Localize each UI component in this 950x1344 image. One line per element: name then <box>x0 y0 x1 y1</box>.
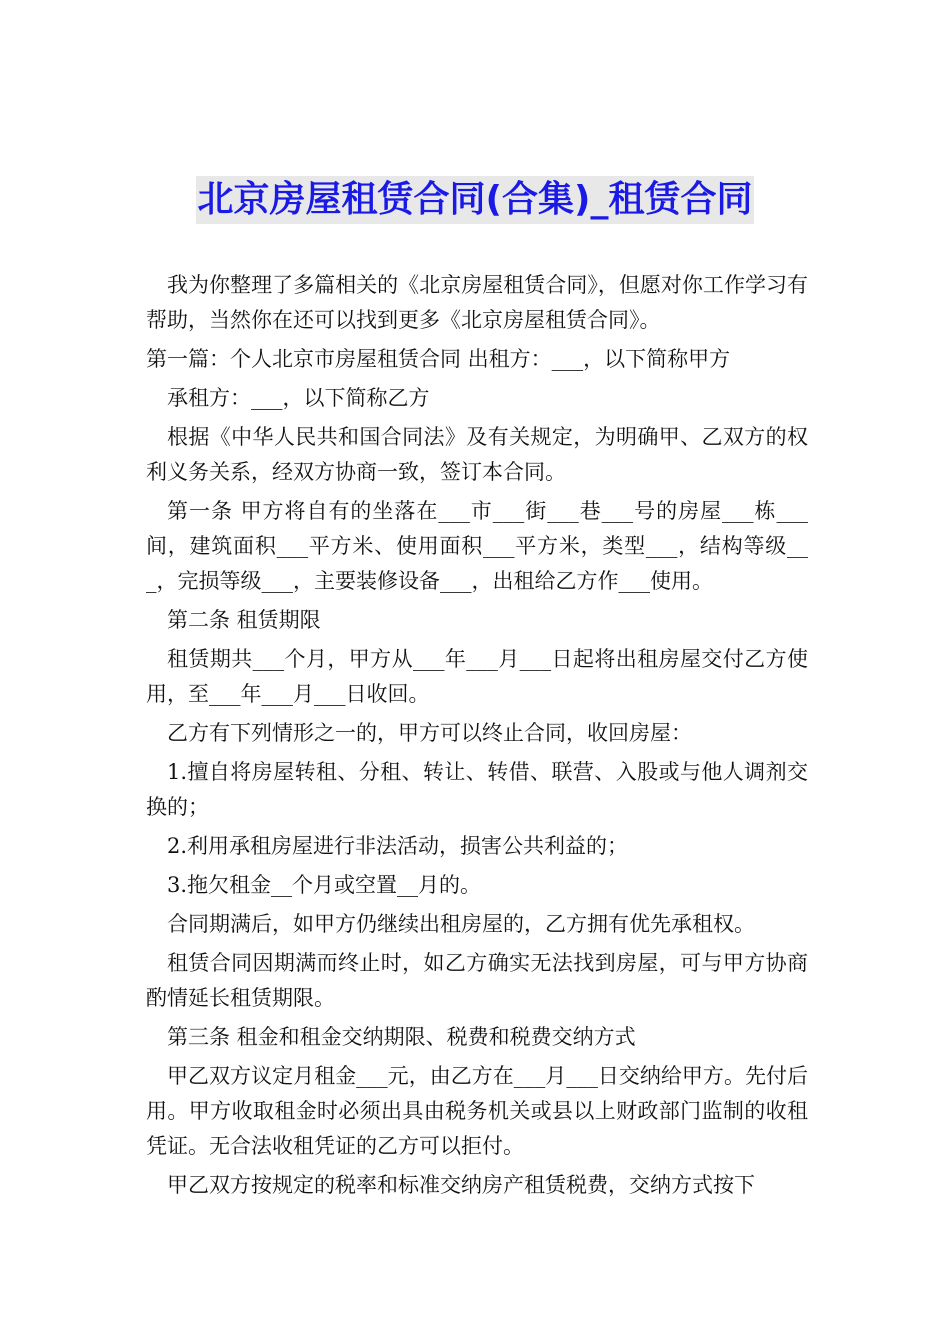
title-container <box>0 176 950 224</box>
paragraph-termination-item-2: 2.利用承租房屋进行非法活动，损害公共利益的； <box>167 834 629 858</box>
document-title: 北京房屋租赁合同(合集)_租赁合同 <box>196 176 755 224</box>
paragraph-tax: 甲乙双方按规定的税率和标准交纳房产租赁税费，交纳方式按下 <box>167 1173 755 1197</box>
paragraph-article-1: 第一条 甲方将自有的坐落在___市___街___巷___号的房屋___栋___间，建筑面积___平方米、使用面积___平方米，类型___，结构等级___，完损等级___，主要装修设备___，出租给乙方作___使用。 <box>146 499 808 593</box>
paragraph-intro: 我为你整理了多篇相关的《北京房屋租赁合同》，但愿对你工作学习有帮助，当然你在还可以找到更多《北京房屋租赁合同》。 <box>146 273 808 332</box>
paragraph-termination-item-3: 3.拖欠租金__个月或空置__月的。 <box>167 873 482 897</box>
document-body <box>146 268 808 1207</box>
paragraph-rent: 甲乙双方议定月租金___元，由乙方在___月___日交纳给甲方。先付后用。甲方收取租金时必须出具由税务机关或县以上财政部门监制的收租凭证。无合法收租凭证的乙方可以拒付。 <box>146 1064 808 1158</box>
paragraph-termination-intro: 乙方有下列情形之一的，甲方可以终止合同，收回房屋： <box>167 721 692 745</box>
paragraph-termination-item-1: 1.擅自将房屋转租、分租、转让、转借、联营、入股或与他人调剂交换的； <box>146 760 808 819</box>
paragraph-chapter-one: 第一篇：个人北京市房屋租赁合同 出租方：___，以下简称甲方 <box>146 347 731 371</box>
paragraph-article-2-heading: 第二条 租赁期限 <box>167 608 321 632</box>
paragraph-lease-term: 租赁期共___个月，甲方从___年___月___日起将出租房屋交付乙方使用，至___年___月___日收回。 <box>146 647 808 706</box>
paragraph-basis: 根据《中华人民共和国合同法》及有关规定，为明确甲、乙双方的权利义务关系，经双方协商一致，签订本合同。 <box>146 425 808 484</box>
paragraph-article-3-heading: 第三条 租金和租金交纳期限、税费和税费交纳方式 <box>167 1025 636 1049</box>
paragraph-lessee: 承租方：___，以下简称乙方 <box>167 386 430 410</box>
paragraph-priority-right: 合同期满后，如甲方仍继续出租房屋的，乙方拥有优先承租权。 <box>167 912 755 936</box>
paragraph-extension: 租赁合同因期满而终止时，如乙方确实无法找到房屋，可与甲方协商酌情延长租赁期限。 <box>146 951 808 1010</box>
